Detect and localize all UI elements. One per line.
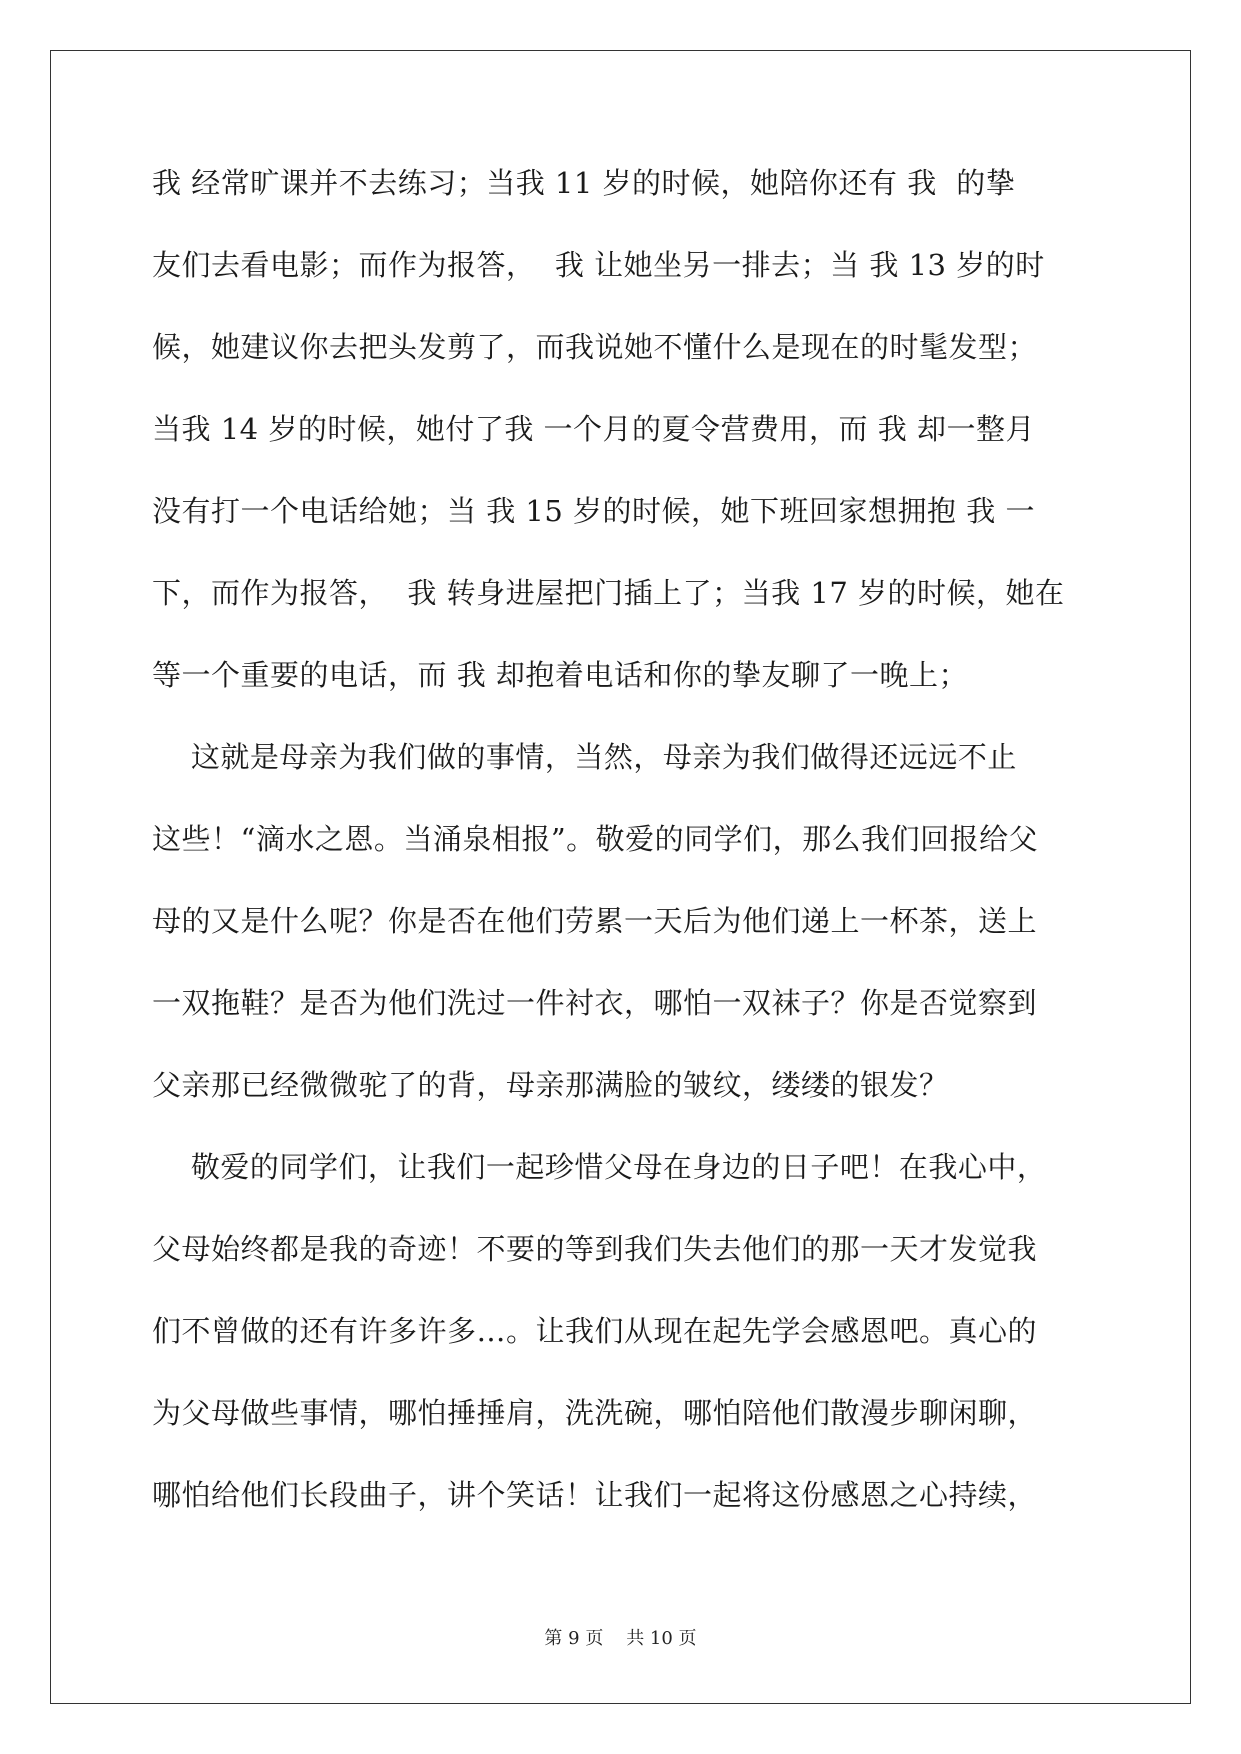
text-line: 这些！“滴水之恩。当涌泉相报”。敬爱的同学们，那么我们回报给父 — [152, 822, 1039, 856]
page-number-label: 第 9 页 共 10 页 — [544, 1628, 697, 1649]
text-line: 一双拖鞋？是否为他们洗过一件衬衣，哪怕一双袜子？你是否觉察到 — [152, 986, 1038, 1020]
paragraph-start-line: 这就是母亲为我们做的事情，当然，母亲为我们做得还远远不止 — [152, 740, 1017, 774]
text-line: 我 经常旷课并不去练习；当我 11 岁的时候，她陪你还有 我 的挚 — [152, 166, 1016, 200]
text-line: 们不曾做的还有许多许多…。让我们从现在起先学会感恩吧。真心的 — [152, 1314, 1038, 1348]
text-line: 没有打一个电话给她；当 我 15 岁的时候，她下班回家想拥抱 我 一 — [152, 494, 1035, 528]
page-footer — [0, 1624, 1241, 1650]
text-line: 母的又是什么呢？你是否在他们劳累一天后为他们递上一杯茶，送上 — [152, 904, 1038, 938]
text-line: 候，她建议你去把头发剪了，而我说她不懂什么是现在的时髦发型； — [152, 330, 1038, 364]
text-line: 下，而作为报答， 我 转身进屋把门插上了；当我 17 岁的时候，她在 — [152, 576, 1065, 610]
text-line: 父亲那已经微微驼了的背，母亲那满脸的皱纹，缕缕的银发？ — [152, 1068, 949, 1102]
paragraph-start-line: 敬爱的同学们，让我们一起珍惜父母在身边的日子吧！在我心中， — [152, 1150, 1047, 1184]
text-line: 友们去看电影；而作为报答， 我 让她坐另一排去；当 我 13 岁的时 — [152, 248, 1045, 282]
document-body — [152, 160, 1092, 1554]
text-line: 哪怕给他们长段曲子，讲个笑话！让我们一起将这份感恩之心持续， — [152, 1478, 1038, 1512]
text-line: 父母始终都是我的奇迹！不要的等到我们失去他们的那一天才发觉我 — [152, 1232, 1038, 1266]
text-line: 等一个重要的电话，而 我 却抱着电话和你的挚友聊了一晚上； — [152, 658, 968, 692]
text-line: 当我 14 岁的时候，她付了我 一个月的夏令营费用，而 我 却一整月 — [152, 412, 1035, 446]
text-line: 为父母做些事情，哪怕捶捶肩，洗洗碗，哪怕陪他们散漫步聊闲聊， — [152, 1396, 1038, 1430]
